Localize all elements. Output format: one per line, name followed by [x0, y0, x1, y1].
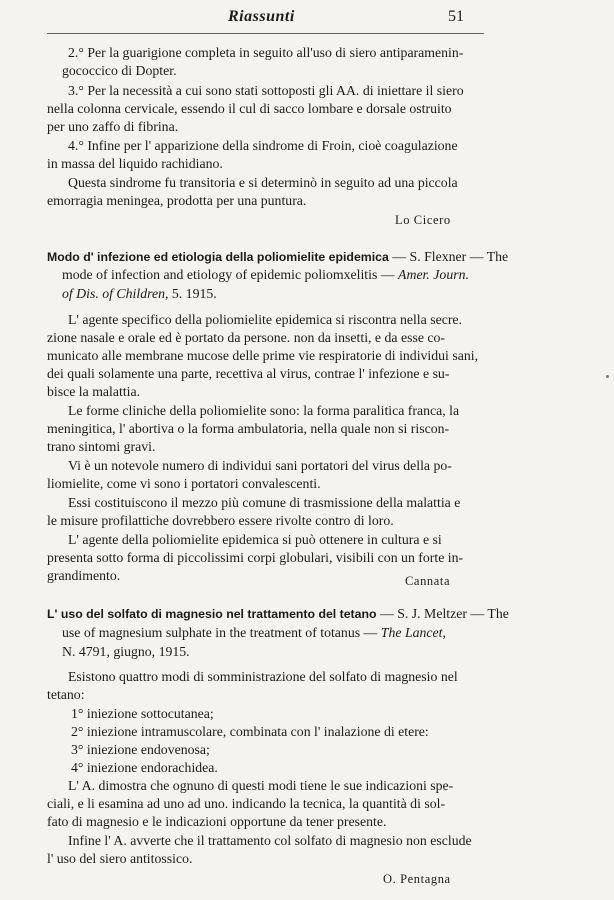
signature: O. Pentagna — [383, 872, 451, 886]
text-line: Vi è un notevole numero di individui sani portatori del virus della po- — [68, 458, 452, 473]
text-line: Le forme cliniche della poliomielite sono: la forma paralitica franca, la — [68, 403, 460, 418]
abstract-title: Modo d' infezione ed etiologia della poliomielite epidemica — [47, 250, 389, 264]
text-line: gococcico di Dopter. — [62, 63, 177, 78]
text-line: emorragia meningea, prodotta per una puntura. — [47, 193, 307, 208]
abstract-heading — [47, 248, 509, 266]
text-line: nella colonna cervicale, essendo il cul di sacco lombare e dorsale ostruito — [47, 101, 452, 116]
abstract-heading — [47, 605, 509, 623]
text-line: meningitica, l' abortiva o la forma ambulatoria, nella quale non si riscon- — [47, 421, 450, 436]
text-line: 2.° Per la guarigione completa in seguito all'uso di siero antiparamenin- — [68, 45, 464, 60]
list-item: 4° iniezione endorachidea. — [71, 760, 218, 775]
list-item: 2° iniezione intramuscolare, combinata con l' inalazione di etere: — [71, 724, 429, 739]
citation-text: use of magnesium sulphate in the treatment of totanus — — [62, 625, 381, 640]
text-line: 3.° Per la necessità a cui sono stati sottoposti gli AA. di iniettare il siero — [68, 83, 464, 98]
text-line: per uno zaffo di fibrina. — [47, 119, 179, 134]
text-line: trano sintomi gravi. — [47, 439, 156, 454]
text-line: zione nasale e orale ed è portato da persone. non da insetti, e da esse co- — [47, 330, 446, 345]
journal-name: Amer. Journ. — [398, 267, 469, 282]
text-line: tetano: — [47, 687, 85, 702]
text-line: municato alle membrane mucose delle prime vie respiratorie di individui sani, — [47, 348, 479, 363]
abstract-author: — S. J. Meltzer — The — [379, 606, 509, 621]
text-line: le misure profilattiche dovrebbero essere rivolte contro di loro. — [47, 513, 394, 528]
text-line: liomielite, come vi sono i portatori convalescenti. — [47, 476, 321, 491]
list-item: 1° iniezione sottocutanea; — [71, 706, 214, 721]
text-line: dei quali solamente una parte, recettiva al virus, contrae l' infezione e su- — [47, 366, 450, 381]
citation-text: mode of infection and etiology of epidemic poliomxelitis — — [62, 267, 399, 282]
signature: Lo Cicero — [395, 213, 451, 227]
text-line: bisce la malattia. — [47, 384, 141, 399]
margin-speck — [606, 375, 609, 378]
text-line: 4.° Infine per l' apparizione della sindrome di Froin, cioè coagulazione — [68, 138, 458, 153]
text-line: Essi costituiscono il mezzo più comune di trasmissione della malattia e — [68, 495, 461, 510]
journal-name: The Lancet, — [380, 625, 446, 640]
text-line: in massa del liquido rachidiano. — [47, 156, 223, 171]
text-line: Infine l' A. avverte che il trattamento col solfato di magnesio non esclude — [68, 833, 472, 848]
citation-line — [62, 266, 484, 284]
text-line: L' A. dimostra che ognuno di questi modi tiene le sue indicazioni spe- — [68, 778, 454, 793]
signature: Cannata — [405, 574, 451, 588]
text-line: presenta sotto forma di piccolissimi corpi globulari, visibili con un forte in- — [47, 550, 464, 565]
citation-text: , 5. 1915. — [164, 286, 217, 301]
text-line: l' uso del siero antitossico. — [47, 851, 193, 866]
citation-line: N. 4791, giugno, 1915. — [62, 644, 190, 659]
header-rule — [47, 33, 484, 34]
text-line: Esistono quattro modi di somministrazione del solfato di magnesio nel — [68, 669, 458, 684]
abstract-author: — S. Flexner — The — [392, 249, 509, 264]
journal-name: of Dis. of Children — [62, 286, 165, 301]
text-line: L' agente della poliomielite epidemica si può ottenere in cultura e si — [68, 532, 442, 547]
text-line: grandimento. — [47, 568, 121, 583]
abstract-title: L' uso del solfato di magnesio nel trattamento del tetano — [47, 607, 377, 621]
page-number: 51 — [448, 8, 464, 25]
text-line: ciali, e li esamina ad uno ad uno. indicando la tecnica, la quantità di sol- — [47, 796, 446, 811]
text-line: fato di magnesio e le indicazioni opportune da tener presente. — [47, 814, 387, 829]
citation-line — [62, 624, 484, 642]
running-head-title: Riassunti — [228, 8, 295, 25]
text-line: L' agente specifico della poliomielite epidemica si riscontra nella secre. — [68, 312, 462, 327]
text-line: Questa sindrome fu transitoria e si determinò in seguito ad una piccola — [68, 175, 458, 190]
list-item: 3° iniezione endovenosa; — [71, 742, 210, 757]
citation-line — [62, 285, 484, 303]
